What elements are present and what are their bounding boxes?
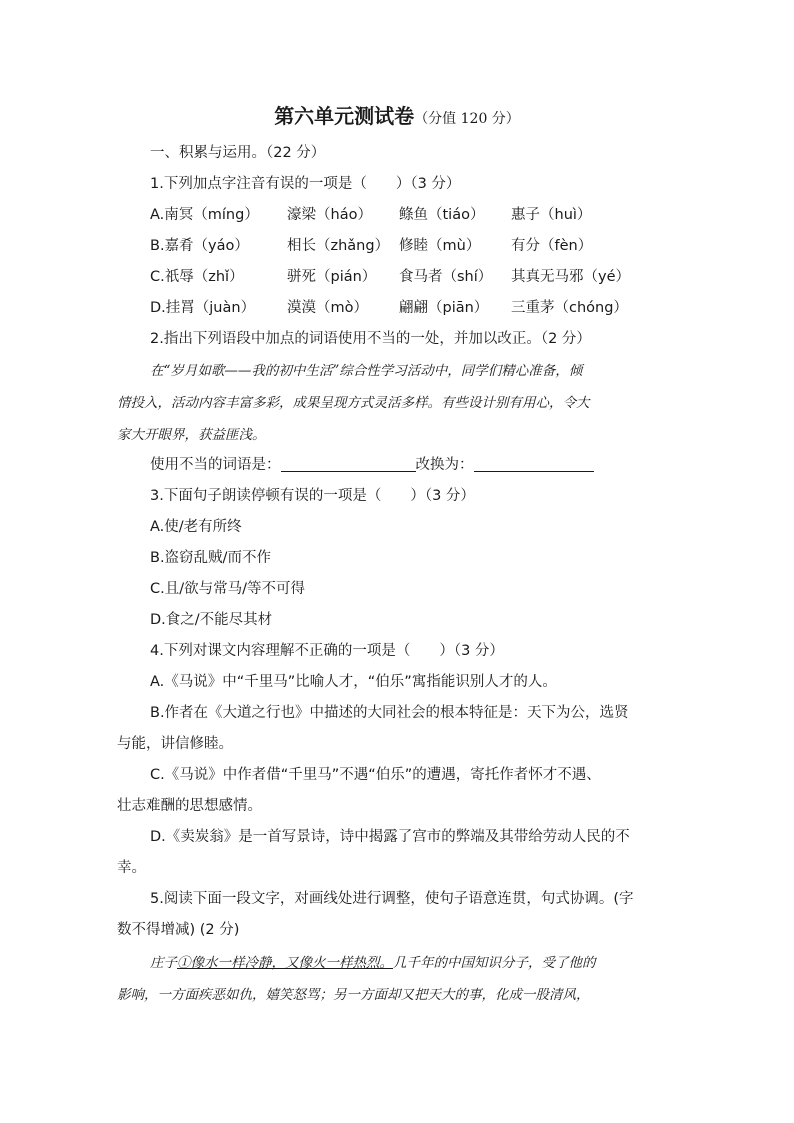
- q5-passage-post: 几千年的中国知识分子，受了他的: [393, 955, 596, 971]
- q1-option: 其真无马邪（yé）: [511, 269, 631, 285]
- q2-passage-line: 家大开眼界，获益匪浅。: [117, 427, 266, 443]
- q1-option: A.南冥（míng）: [150, 207, 259, 223]
- q1-option: 惠子（huì）: [511, 207, 592, 223]
- q1-option: 骈死（pián）: [287, 269, 377, 285]
- q2-answer-blank-fix[interactable]: [474, 455, 594, 472]
- q1-option: 濠梁（háo）: [287, 207, 372, 223]
- q1-option: 有分（fèn）: [511, 238, 593, 254]
- q2-stem: 2.指出下列语段中加点的词语使用不当的一处，并加以改正。（2 分）: [150, 331, 591, 347]
- q4-option-c: C.《马说》中作者借“千里马”不遇“伯乐”的遭遇，寄托作者怀才不遇、: [150, 767, 601, 783]
- q5-passage-line: [150, 953, 596, 973]
- q2-answer-label-wrong: 使用不当的词语是：: [150, 457, 281, 473]
- q5-underlined-sentence: ①像水一样冷静，又像火一样热烈。: [177, 955, 393, 971]
- q1-stem: 1.下列加点字注音有误的一项是（ ）（3 分）: [150, 176, 461, 192]
- title-main: 第六单元测试卷: [274, 104, 415, 128]
- q2-passage-line: 情投入，活动内容丰富多彩，成果呈现方式灵活多样。有些设计别有用心，令大: [117, 395, 590, 411]
- q1-option: 相长（zhǎng）: [287, 238, 390, 254]
- q1-option: C.祇辱（zhǐ）: [150, 269, 244, 285]
- q2-answer-line: [150, 455, 594, 475]
- q4-option-b: B.作者在《大道之行也》中描述的大同社会的根本特征是：天下为公，选贤: [150, 705, 629, 721]
- q2-answer-label-fix: 改换为：: [415, 457, 474, 473]
- q2-passage-line: 在“岁月如歌——我的初中生活”综合性学习活动中，同学们精心准备，倾: [150, 363, 583, 379]
- q4-option-b-cont: 与能，讲信修睦。: [117, 736, 233, 752]
- q4-stem: 4.下列对课文内容理解不正确的一项是（ ）（3 分）: [150, 643, 504, 659]
- q5-passage-pre: 庄子: [150, 955, 177, 971]
- q2-answer-blank-wrong[interactable]: [281, 455, 416, 472]
- q4-option-d: D.《卖炭翁》是一首写景诗，诗中揭露了宫市的弊端及其带给劳动人民的不: [150, 829, 630, 845]
- q4-option-c-cont: 壮志难酬的思想感情。: [117, 798, 262, 814]
- q1-option: 鲦鱼（tiáo）: [399, 207, 485, 223]
- q5-passage-line: 影响，一方面疾恶如仇，嬉笑怒骂；另一方面却又把天大的事，化成一股清风，: [117, 987, 590, 1003]
- q1-option: 食马者（shí）: [399, 269, 493, 285]
- q1-option: 三重茅（chóng）: [511, 300, 628, 316]
- title-score: （分值 120 分）: [414, 111, 520, 127]
- q3-stem: 3.下面句子朗读停顿有误的一项是（ ）（3 分）: [150, 488, 475, 504]
- q1-option: 修睦（mù）: [399, 238, 481, 254]
- q1-option: D.挂罥（juàn）: [150, 300, 256, 316]
- q1-option: 翩翩（piān）: [399, 300, 489, 316]
- section-heading: 一、积累与运用。（22 分）: [150, 145, 326, 161]
- q3-option: B.盗窃乱贼/而不作: [150, 550, 271, 566]
- q4-option-d-cont: 幸。: [117, 860, 146, 876]
- q5-stem: 5.阅读下面一段文字，对画线处进行调整，使句子语意连贯，句式协调。(字: [150, 891, 634, 907]
- q3-option: C.且/欲与常马/等不可得: [150, 581, 306, 597]
- page-title: [0, 100, 794, 129]
- q5-stem-cont: 数不得增减) (2 分): [117, 922, 240, 938]
- q3-option: D.食之/不能尽其材: [150, 612, 273, 628]
- q3-option: A.使/老有所终: [150, 519, 242, 535]
- q4-option-a: A.《马说》中“千里马”比喻人才，“伯乐”寓指能识别人才的人。: [150, 674, 557, 690]
- q1-option: B.嘉肴（yáo）: [150, 238, 249, 254]
- q1-option: 漠漠（mò）: [287, 300, 368, 316]
